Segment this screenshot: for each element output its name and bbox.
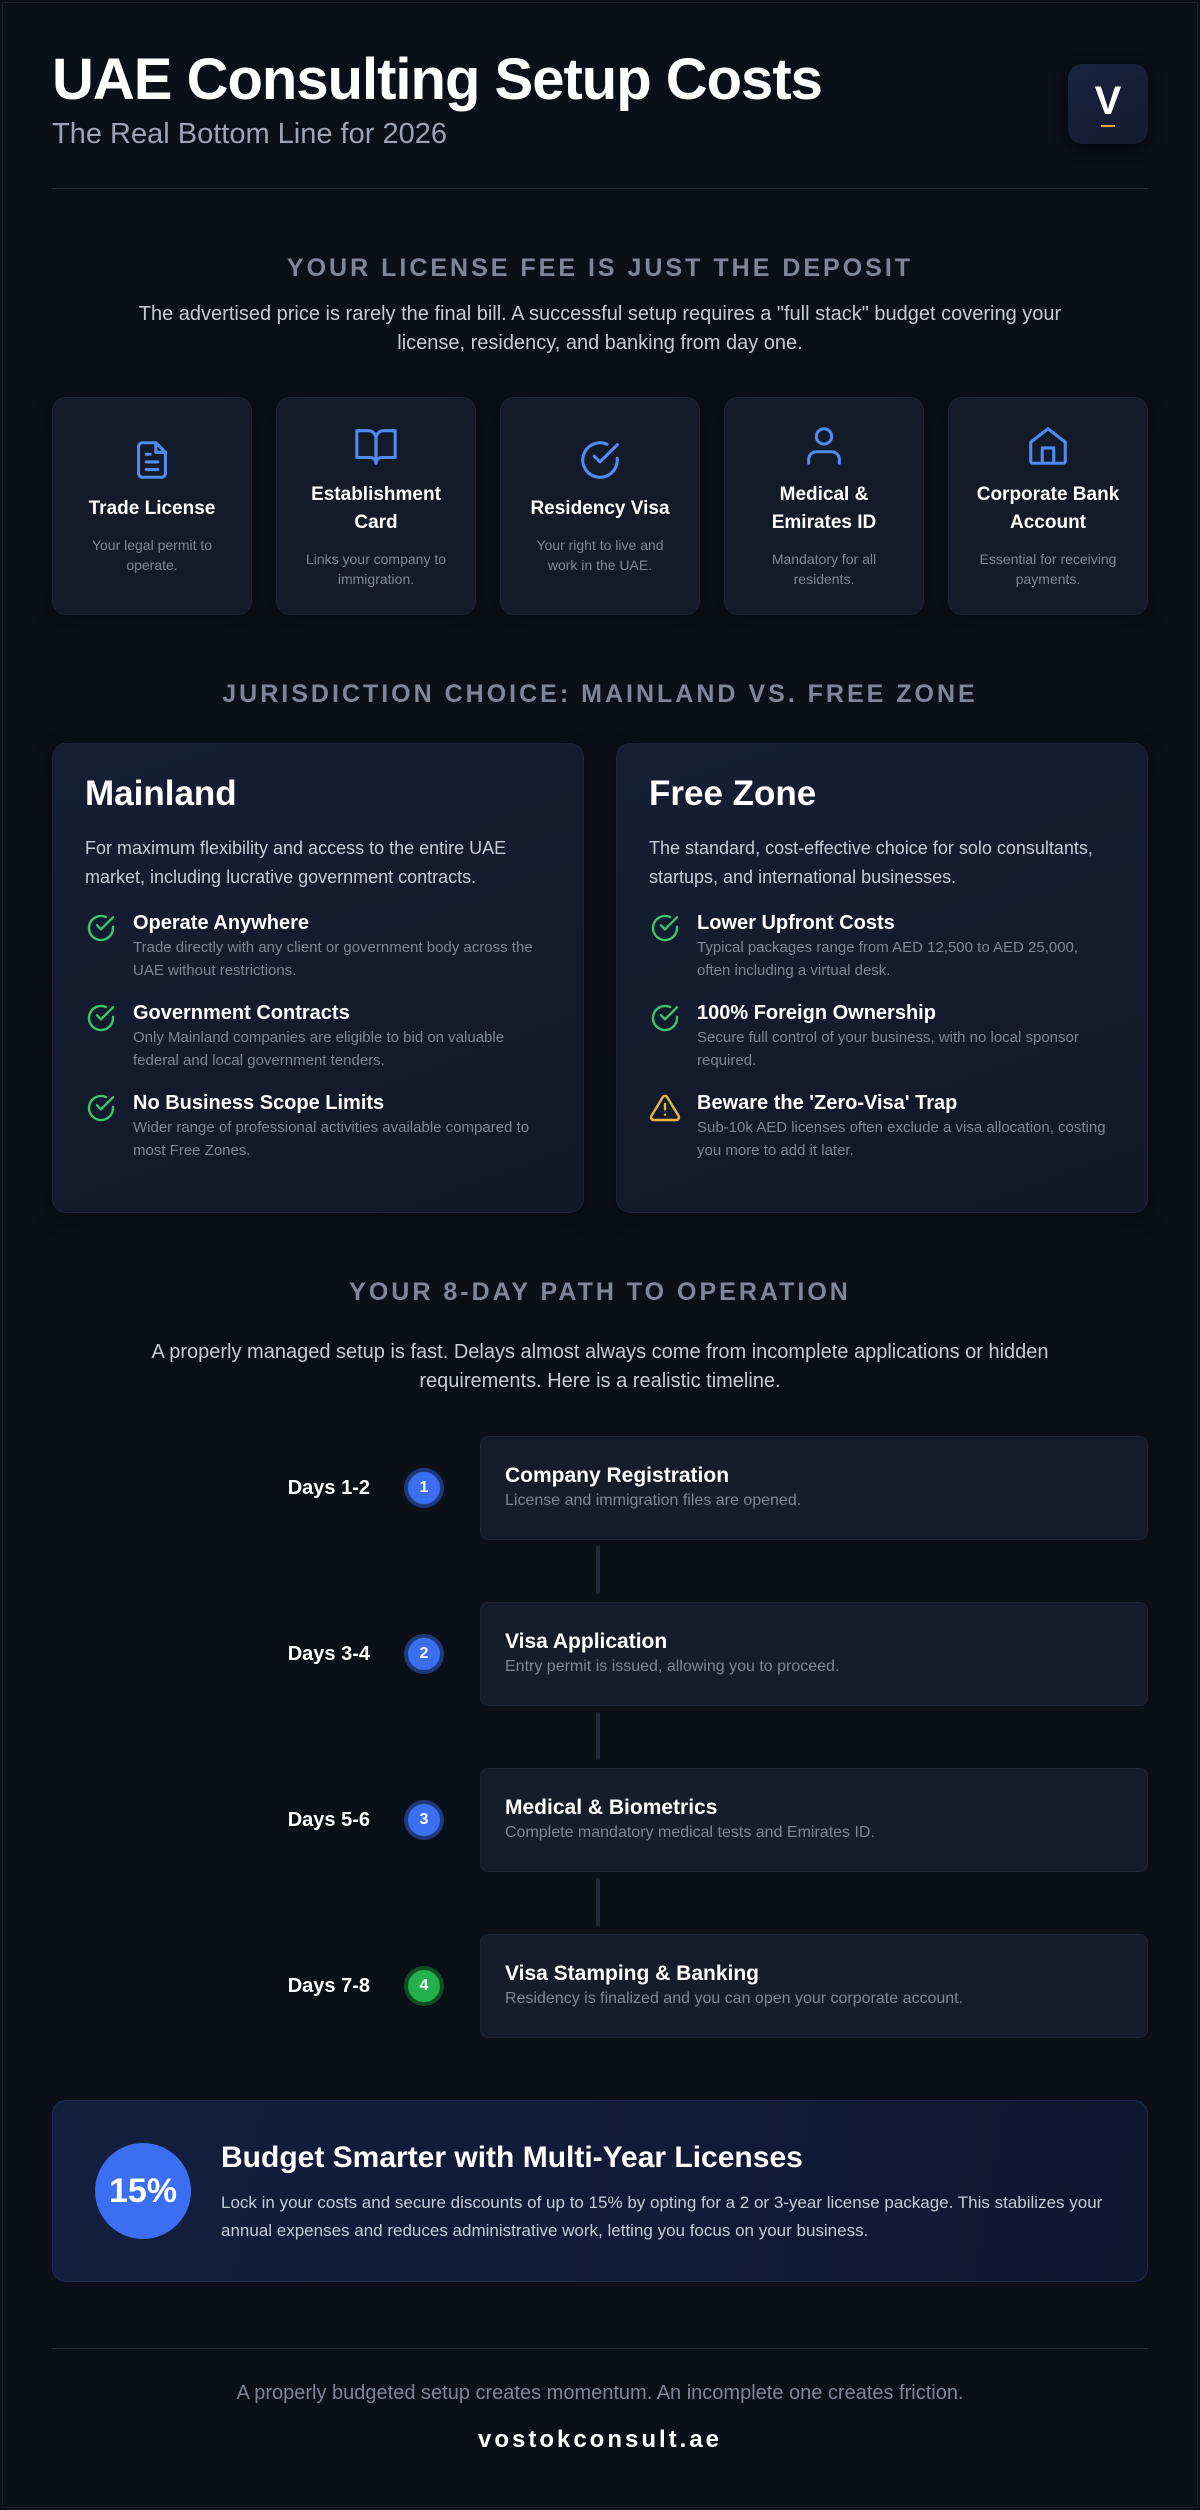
card-establishment-card	[276, 397, 476, 615]
feature-desc: Only Mainland companies are eligible to bid on valuable federal and local government tenders.	[133, 1029, 505, 1069]
step-card	[480, 1602, 1148, 1706]
step-title: Visa Application	[505, 1630, 668, 1653]
step-number: 2	[404, 1634, 444, 1674]
license-cards	[52, 397, 1148, 615]
step-days: Days 5-6	[287, 1809, 370, 1831]
timeline-step	[52, 1602, 1148, 1706]
step-card	[480, 1768, 1148, 1872]
card-title: Establishment Card	[311, 484, 441, 533]
card-title: Trade License	[88, 498, 216, 519]
mainland-intro: For maximum flexibility and access to the entire UAE market, including lucrative government contracts.	[85, 838, 507, 887]
check-circle-icon	[649, 912, 681, 944]
discount-badge: 15%	[95, 2143, 191, 2239]
freezone-intro: The standard, cost-effective choice for solo consultants, startups, and international businesses.	[649, 838, 1093, 887]
footer-brand: vostokconsult.ae	[477, 2426, 723, 2453]
timeline-intro: A properly managed setup is fast. Delays almost always come from incomplete applications or hidden requirements. Here is a realistic timeline.	[151, 1341, 1049, 1392]
step-title: Visa Stamping & Banking	[505, 1962, 759, 1985]
timeline-step	[52, 1934, 1148, 2038]
budget-title: Budget Smarter with Multi-Year Licenses	[221, 2141, 803, 2174]
warning-icon	[649, 1092, 681, 1124]
step-days: Days 3-4	[287, 1643, 370, 1665]
card-desc: Links your company to immigration.	[305, 551, 447, 587]
step-desc: License and immigration files are opened.	[505, 1492, 802, 1509]
feature-title: Beware the 'Zero-Visa' Trap	[697, 1092, 958, 1114]
card-trade-license	[52, 397, 252, 615]
timeline-heading: YOUR 8-DAY PATH TO OPERATION	[349, 1278, 851, 1306]
feature-desc: Wider range of professional activities available compared to most Free Zones.	[133, 1119, 530, 1159]
check-circle-icon	[85, 912, 117, 944]
page-content	[52, 0, 1148, 2453]
feature-desc: Trade directly with any client or government body across the UAE without restrictions.	[133, 939, 533, 979]
jurisdiction-heading: JURISDICTION CHOICE: MAINLAND VS. FREE ZONE	[222, 680, 978, 708]
mainland-card	[52, 743, 584, 1213]
footer-tagline: A properly budgeted setup creates momentum. An incomplete one creates friction.	[236, 2382, 964, 2404]
freezone-card	[616, 743, 1148, 1213]
step-number: 4	[404, 1966, 444, 2006]
timeline-step	[52, 1768, 1148, 1872]
feature-item	[649, 1090, 1115, 1162]
feature-title: No Business Scope Limits	[133, 1092, 385, 1114]
card-title: Medical & Emirates ID	[771, 484, 877, 533]
check-circle-icon	[577, 437, 623, 483]
card-desc: Essential for receiving payments.	[979, 551, 1117, 587]
feature-title: Lower Upfront Costs	[697, 912, 895, 934]
jurisdiction-compare	[52, 743, 1148, 1213]
feature-item	[85, 1000, 551, 1072]
feature-desc: Typical packages range from AED 12,500 to AED 25,000, often including a virtual desk.	[697, 939, 1079, 979]
budget-desc: Lock in your costs and secure discounts of up to 15% by opting for a 2 or 3-year license package. This stabilizes your annual expenses and reduces administrative work, letting you focus on your business.	[221, 2193, 1103, 2240]
feature-desc: Sub-10k AED licenses often exclude a visa allocation, costing you more to add it later.	[697, 1119, 1106, 1159]
step-card	[480, 1436, 1148, 1540]
card-title: Residency Visa	[530, 498, 670, 519]
page-subtitle: The Real Bottom Line for 2026	[52, 118, 447, 150]
check-circle-icon	[85, 1092, 117, 1124]
page-title: UAE Consulting Setup Costs	[52, 47, 822, 112]
feature-desc: Secure full control of your business, with no local sponsor required.	[697, 1029, 1079, 1069]
timeline-connector	[596, 1878, 600, 1926]
freezone-title: Free Zone	[649, 774, 817, 813]
home-icon	[1025, 423, 1071, 469]
step-desc: Entry permit is issued, allowing you to proceed.	[505, 1658, 840, 1675]
license-heading: YOUR LICENSE FEE IS JUST THE DEPOSIT	[286, 254, 914, 282]
document-icon	[129, 437, 175, 483]
feature-item	[85, 1090, 551, 1162]
step-desc: Residency is finalized and you can open your corporate account.	[505, 1990, 964, 2007]
feature-title: Government Contracts	[133, 1002, 350, 1024]
card-title: Corporate Bank Account	[976, 484, 1120, 533]
step-desc: Complete mandatory medical tests and Emirates ID.	[505, 1824, 875, 1841]
feature-item	[649, 910, 1115, 982]
timeline-connector	[596, 1712, 600, 1760]
card-corporate-bank	[948, 397, 1148, 615]
timeline-step	[52, 1436, 1148, 1540]
step-card	[480, 1934, 1148, 2038]
step-number: 1	[404, 1468, 444, 1508]
timeline-connector	[596, 1546, 600, 1594]
card-medical-emirates-id	[724, 397, 924, 615]
mainland-title: Mainland	[85, 774, 237, 813]
budget-callout	[52, 2100, 1148, 2282]
header	[52, 0, 1148, 190]
card-desc: Mandatory for all residents.	[771, 551, 877, 587]
feature-item	[85, 910, 551, 982]
logo-underline	[1101, 125, 1115, 127]
timeline	[52, 1436, 1148, 2038]
header-divider	[52, 188, 1148, 189]
check-circle-icon	[649, 1002, 681, 1034]
brand-logo	[1068, 64, 1148, 144]
card-residency-visa	[500, 397, 700, 615]
logo-letter: V	[1094, 79, 1122, 123]
card-desc: Your legal permit to operate.	[91, 537, 213, 573]
check-circle-icon	[85, 1002, 117, 1034]
step-title: Company Registration	[505, 1464, 730, 1487]
book-icon	[353, 423, 399, 469]
step-title: Medical & Biometrics	[505, 1796, 718, 1819]
feature-title: Operate Anywhere	[133, 912, 309, 934]
step-number: 3	[404, 1800, 444, 1840]
license-intro: The advertised price is rarely the final bill. A successful setup requires a "full stack" budget covering your license, residency, and banking from day one.	[138, 303, 1062, 354]
user-icon	[801, 423, 847, 469]
step-days: Days 1-2	[287, 1477, 370, 1499]
card-desc: Your right to live and work in the UAE.	[536, 537, 664, 573]
step-days: Days 7-8	[287, 1975, 370, 1997]
footer-divider	[52, 2348, 1148, 2349]
feature-item	[649, 1000, 1115, 1072]
feature-title: 100% Foreign Ownership	[697, 1002, 936, 1024]
